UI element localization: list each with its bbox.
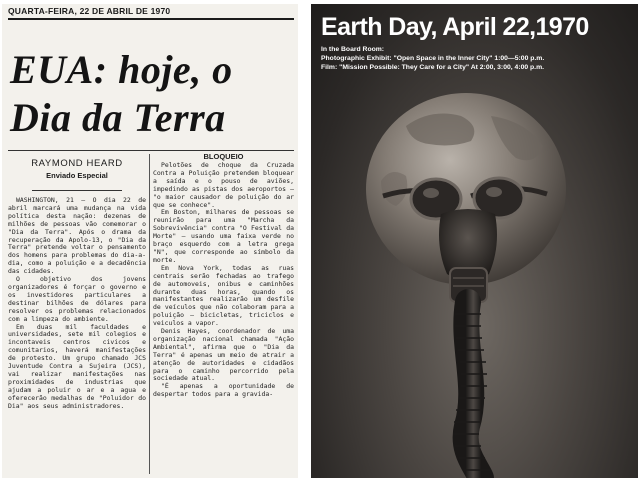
article-column-2 [153,152,294,399]
article-subhead: BLOQUEIO [203,152,244,161]
poster-event-info [321,46,637,72]
earth-day-poster [311,4,638,478]
newspaper-headline [10,46,298,142]
article-paragraph: O objetivo dos jovens organizadores é forçar o governo e os investidores particulares a destinar bilhões de dólares para resolver os problemas relacionados com a limpeza do ambiente. [8,275,146,323]
byline-rule [32,190,122,191]
article-column-1 [8,197,146,410]
newspaper-dateline: QUARTA-FEIRA, 22 DE ABRIL DE 1970 [8,6,294,20]
poster-exhibit: Photographic Exhibit: "Open Space in the Inner City" 1:00—5:00 p.m. [321,54,545,62]
byline [8,158,146,180]
article-paragraph: Em duas mil faculdades e universidades, sete mil colegios e incontaveis centros civicos e comunitarios, haverá manifestações de protesto. Um grupo chamado JCS Juventude Contra a Sujeira (JCS), vai realizar manifestações nas proximidades de industrias que ajudam a poluir o ar e a agua e oferecerão medalhas de "Poluidor do Dia" aos seus administradores. [8,322,146,410]
article-paragraph: Denis Hayes, coordenador de uma organização nacional chamada "Ação Ambiental", afirma que o "Dia da Terra" é apenas um meio de atrair a atenção de autoridades e cidadãos para o caminho percorrido pela sociedade atual. [153,327,294,383]
byline-role: Enviado Especial [46,171,108,180]
poster-film: Film: "Mission Possible: They Care for a City" At 2:00, 3:00, 4:00 p.m. [321,63,544,71]
poster-title: Earth Day, April 22,1970 [321,13,589,41]
headline-line-2: Dia da Terra [10,95,226,140]
article-paragraph: Em Boston, milhares de pessoas se reunirão para uma "Marcha da Sobrevivência" contra "O Festival da Morte" — usando uma faixa verde no braço esquerdo com a letra grega "N", que corresponde ao símbolo da morte. [153,208,294,264]
newspaper-clipping [2,4,298,478]
gas-mask-globe-illustration [311,86,638,478]
byline-name: RAYMOND HEARD [31,158,123,169]
poster-location: In the Board Room: [321,46,385,53]
article-paragraph: Em Nova York, todas as ruas centrais serão fechadas ao trafego de automoveis, onibus e caminhões durante duas horas, quando os manifestantes realizarão um desfile de veículos que não colaboram para a poluição — bicicletas, triciclos e veiculos a vapor. [153,263,294,328]
column-separator [149,154,150,474]
article-paragraph: "É apenas a oportunidade de despertar todos para a gravida- [153,382,294,399]
article-paragraph: WASHINGTON, 21 — O dia 22 de abril marcará uma mudança na vida política desta nação: dezenas de milhões de pessoas vão comemorar o "Dia da Terra". Após o drama da recuperação da Apolo-13, o "Dia da Terra" pretende voltar o pensamento dos homens para problemas do dia-a-dia, como a poluição e a decadência das cidades. [8,196,146,276]
article-paragraph: Pelotões de choque da Cruzada Contra a Poluição pretendem bloquear a saída e o pouso de aviões, impedindo as pistas dos aeroportos — "o maior causador de poluição do ar que se conhece". [153,161,294,209]
headline-rule [8,150,294,151]
headline-line-1: EUA: hoje, o [10,47,233,92]
